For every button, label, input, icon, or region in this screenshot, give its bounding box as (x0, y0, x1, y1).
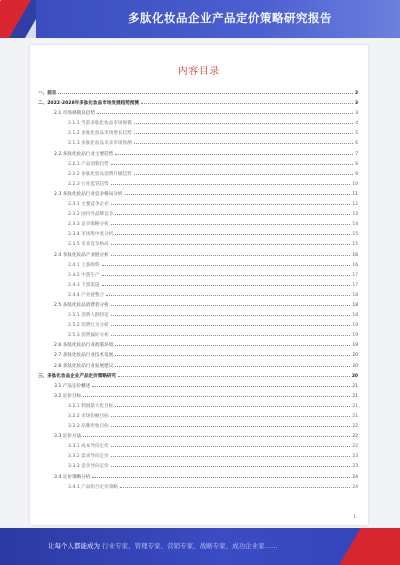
toc-entry[interactable] (38, 392, 358, 402)
toc-leader-dots (115, 366, 350, 367)
toc-leader-dots (111, 315, 351, 316)
toc-entry-page: 16 (352, 252, 358, 258)
toc-entry[interactable] (38, 351, 358, 361)
toc-entry-title: 2.3 多肽化妆品行业竞争格局分析 (54, 191, 123, 197)
toc-entry-page: 21 (352, 383, 358, 389)
toc-leader-dots (111, 335, 351, 336)
toc-entry-page: 21 (352, 414, 358, 419)
toc-entry[interactable] (38, 473, 358, 483)
toc-entry-title: 三、多肽化妆品企业产品定价策略研究 (38, 373, 117, 379)
toc-entry-page: 20 (352, 363, 358, 369)
toc-entry-page: 16 (352, 262, 358, 268)
toc-entry-page: 7 (355, 151, 358, 157)
toc-entry-title: 二、2022-2028年多肽化妆品市场发展趋势预测 (38, 101, 139, 107)
toc-entry-title: 2.2 多肽化妆品行业主要趋势 (54, 151, 114, 157)
toc-entry-title: 2.4 多肽化妆品产业链分析 (54, 252, 109, 258)
toc-entry[interactable] (38, 301, 358, 311)
toc-entry-page: 20 (352, 353, 358, 359)
toc-entry-title: 3.2.1 利润最大化目标 (68, 403, 114, 409)
footer-red-corner (339, 528, 400, 565)
toc-entry-page: 18 (352, 313, 358, 319)
toc-entry[interactable] (38, 462, 358, 472)
toc-entry[interactable] (38, 89, 358, 99)
toc-entry[interactable] (38, 109, 358, 119)
toc-leader-dots (120, 487, 351, 488)
report-title: 多肽化妆品企业产品定价策略研究报告 (128, 11, 332, 25)
toc-leader-dots (134, 133, 354, 134)
toc-entry[interactable] (38, 362, 358, 372)
toc-leader-dots (111, 244, 351, 245)
toc-entry[interactable] (38, 382, 358, 392)
toc-entry-title: 3.2.3 品牌形象目标 (68, 424, 109, 430)
toc-heading: 内容目录 (177, 66, 220, 77)
toc-leader-dots (111, 456, 351, 457)
toc-entry-title: 3.2 定价目标 (54, 393, 82, 399)
toc-leader-dots (111, 426, 351, 427)
toc-entry-page: 3 (354, 101, 358, 107)
document-page (30, 45, 368, 525)
toc-entry-page: 17 (352, 272, 358, 278)
toc-entry[interactable] (38, 372, 358, 382)
toc-leader-dots (125, 194, 351, 195)
toc-entry-title: 2.1.3 多肽化妆品未来市场预测 (68, 141, 132, 147)
toc-entry-title: 2.4.4 产业链整合 (68, 292, 105, 298)
toc-entry-page: 17 (352, 282, 358, 288)
toc-entry[interactable] (38, 261, 358, 271)
toc-entry-title: 2.3.1 主要竞争企业 (68, 202, 109, 208)
toc-leader-dots (106, 295, 350, 296)
toc-leader-dots (111, 184, 351, 185)
toc-entry[interactable] (38, 99, 358, 109)
toc-entry[interactable] (38, 291, 358, 301)
toc-leader-dots (134, 143, 354, 144)
toc-entry-page: 4 (355, 121, 358, 127)
toc-entry[interactable] (38, 251, 358, 261)
toc-leader-dots (111, 466, 351, 467)
toc-leader-dots (58, 93, 353, 94)
toc-entry-page: 23 (352, 464, 358, 470)
toc-entry-page: 24 (352, 484, 358, 490)
footer-slogan (48, 541, 278, 550)
toc-entry-title: 2.3.4 市场集中度分析 (68, 232, 114, 238)
toc-entry[interactable] (38, 230, 358, 240)
toc-leader-dots (118, 376, 350, 377)
toc-leader-dots (102, 265, 351, 266)
toc-entry-title: 一、前言 (38, 91, 57, 96)
toc-leader-dots (111, 446, 351, 447)
toc-leader-dots (102, 285, 351, 286)
toc-entry-title: 2.5.1 消费人群特征 (68, 313, 109, 319)
toc-entry-title: 2.4.3 下游渠道 (68, 282, 100, 288)
toc-entry[interactable] (38, 210, 358, 220)
toc-entry-page: 22 (352, 424, 358, 430)
toc-entry-page: 19 (352, 323, 358, 329)
toc-entry-title: 2.4.1 上游原料 (68, 262, 100, 268)
toc-entry-title: 2.2.2 多肽化妆品消费升级趋势 (68, 171, 132, 177)
toc-entry-page: 6 (355, 141, 358, 147)
toc-entry[interactable] (38, 442, 358, 452)
toc-entry[interactable] (38, 483, 358, 493)
toc-entry[interactable] (38, 170, 358, 180)
toc-leader-dots (115, 154, 353, 155)
toc-entry[interactable] (38, 271, 358, 281)
toc-entry-title: 2.2.1 产品创新趋势 (68, 161, 109, 167)
toc-entry[interactable] (38, 129, 358, 139)
toc-entry-title: 3.3.3 竞争导向定价 (68, 464, 109, 470)
toc-entry[interactable] (38, 119, 358, 129)
page-number: 1 (353, 514, 356, 519)
toc-entry-page: 10 (352, 181, 358, 187)
toc-entry-title: 2.7 多肽化妆品行业技术发展 (54, 353, 114, 359)
toc-entry-title: 2.3.5 未来竞争格局 (68, 242, 109, 248)
toc-leader-dots (111, 164, 353, 165)
toc-entry-title: 3.3.2 需求导向定价 (68, 454, 109, 460)
toc-entry-page: 21 (352, 403, 358, 409)
toc-entry-page: 8 (355, 161, 358, 167)
toc-entry-title: 2.5.2 消费行为分析 (68, 323, 109, 329)
toc-entry-page: 11 (352, 191, 358, 197)
toc-leader-dots (115, 345, 350, 346)
toc-entry[interactable] (38, 422, 358, 432)
toc-entry-page: 24 (352, 474, 358, 480)
toc-leader-dots (83, 396, 350, 397)
toc-entry[interactable] (38, 432, 358, 442)
toc-entry-page: 22 (352, 444, 358, 450)
toc-entry-page: 13 (352, 212, 358, 218)
toc-leader-dots (134, 123, 354, 124)
toc-entry-title: 3.4 定价策略分析 (54, 474, 91, 480)
toc-entry-title: 2.6 多肽化妆品行业政策环境 (54, 343, 114, 349)
toc-entry-title: 2.8 多肽化妆品行业发展建议 (54, 363, 114, 369)
toc-entry-title: 2.1.2 多肽化妆品市场增长趋势 (68, 131, 132, 137)
toc-leader-dots (111, 224, 351, 225)
toc-entry[interactable] (38, 311, 358, 321)
toc-entry-page: 15 (352, 232, 358, 238)
toc-entry-page: 18 (352, 302, 358, 308)
toc-leader-dots (92, 477, 350, 478)
footer-banner (0, 528, 400, 565)
toc-entry[interactable] (38, 402, 358, 412)
toc-leader-dots (115, 234, 350, 235)
toc-leader-dots (83, 436, 350, 437)
toc-entry[interactable] (38, 180, 358, 190)
report-header-banner (0, 0, 400, 38)
toc-entry[interactable] (38, 190, 358, 200)
toc-leader-dots (115, 214, 350, 215)
toc-leader-dots (134, 174, 354, 175)
toc-entry-page: 14 (352, 222, 358, 228)
table-of-contents (38, 89, 358, 493)
toc-entry-title: 2.5 多肽化妆品消费者分析 (54, 302, 109, 308)
toc-entry-page: 20 (351, 373, 358, 379)
toc-entry[interactable] (38, 139, 358, 149)
toc-entry-title: 2.3.2 国内外品牌竞争 (68, 212, 114, 218)
toc-leader-dots (102, 275, 351, 276)
toc-entry-title: 3.3.1 成本导向定价 (68, 444, 109, 450)
toc-entry-page: 19 (352, 333, 358, 339)
toc-leader-dots (97, 113, 353, 114)
toc-entry[interactable] (38, 331, 358, 341)
toc-leader-dots (111, 325, 351, 326)
toc-entry-title: 2.4.2 中游生产 (68, 272, 100, 278)
toc-entry[interactable] (38, 452, 358, 462)
toc-entry-title: 3.2.2 市场份额目标 (68, 414, 109, 419)
toc-entry[interactable] (38, 240, 358, 250)
toc-entry-title: 2.1.1 当前多肽化妆品市场规模 (68, 121, 132, 127)
footer-slogan-roles: 行业专家、管理专家、营销专家、战略专家、成功企业家…… (102, 542, 278, 550)
toc-leader-dots (111, 255, 351, 256)
toc-entry-page: 9 (355, 171, 358, 177)
toc-entry-page: 15 (352, 242, 358, 248)
toc-leader-dots (111, 305, 351, 306)
toc-entry[interactable] (38, 412, 358, 422)
toc-entry-title: 3.1 产品定价概述 (54, 383, 91, 389)
footer-slogan-lead: 让每个人都能成为 (48, 542, 100, 550)
toc-entry-title: 2.3.3 竞争策略分析 (68, 222, 109, 228)
toc-entry-title: 3.4.1 产品组合定价策略 (68, 484, 118, 490)
toc-entry-page: 3 (355, 111, 358, 117)
toc-leader-dots (115, 406, 350, 407)
toc-leader-dots (111, 204, 351, 205)
toc-entry-page: 3 (354, 91, 358, 96)
toc-entry[interactable] (38, 341, 358, 351)
toc-entry-page: 21 (352, 393, 358, 399)
toc-entry[interactable] (38, 160, 358, 170)
toc-entry-page: 19 (352, 343, 358, 349)
toc-entry-page: 23 (352, 454, 358, 460)
toc-entry-title: 3.3 定价方法 (54, 434, 82, 440)
toc-entry[interactable] (38, 200, 358, 210)
toc-entry-page: 18 (352, 292, 358, 298)
toc-entry[interactable] (38, 281, 358, 291)
toc-leader-dots (115, 355, 350, 356)
toc-entry-title: 2.2.3 行业监管趋势 (68, 181, 109, 187)
toc-entry-title: 2.1 市场规模及趋势 (54, 111, 95, 117)
toc-entry[interactable] (38, 150, 358, 160)
toc-entry[interactable] (38, 321, 358, 331)
toc-leader-dots (92, 386, 350, 387)
toc-entry-page: 12 (352, 202, 358, 208)
toc-entry-page: 5 (355, 131, 358, 137)
toc-entry[interactable] (38, 220, 358, 230)
toc-leader-dots (141, 103, 353, 104)
toc-leader-dots (111, 416, 351, 417)
toc-entry-page: 22 (352, 434, 358, 440)
toc-entry-title: 2.5.3 消费偏好分析 (68, 333, 109, 339)
